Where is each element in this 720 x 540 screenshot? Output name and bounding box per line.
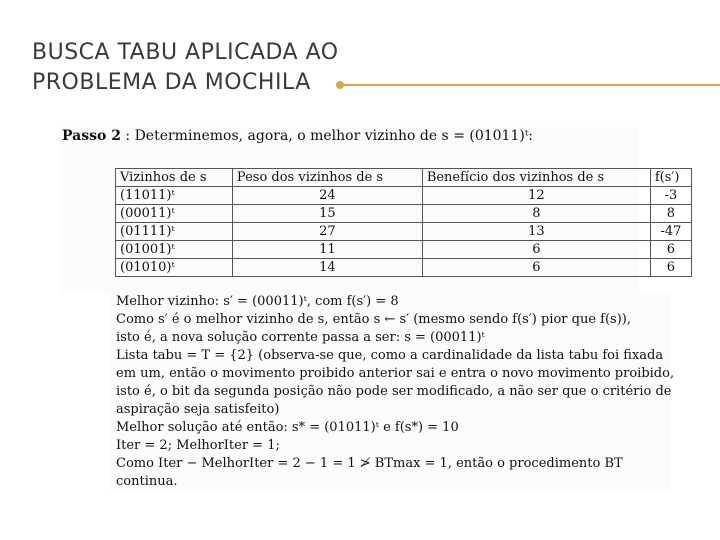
neighbors-table bbox=[115, 168, 692, 277]
text-line: Lista tabu = T = {2} (observa-se que, como a cardinalidade da lista tabu foi fixada bbox=[116, 348, 664, 363]
explanation-image bbox=[110, 292, 675, 492]
passo-text: : Determinemos, agora, o melhor vizinho de s = (01011)ᵗ: bbox=[125, 128, 534, 144]
text-line: Como Iter − MelhorIter = 2 − 1 = 1 ≯ BTmax = 1, então o procedimento BT bbox=[116, 456, 623, 471]
table-header: Peso dos vizinhos de s bbox=[232, 169, 422, 187]
slide-title bbox=[32, 38, 592, 98]
table-cell: -3 bbox=[650, 187, 691, 205]
table-cell: 15 bbox=[232, 205, 422, 223]
table-row bbox=[116, 223, 692, 241]
passo-2-image bbox=[60, 127, 682, 292]
table-cell: 6 bbox=[422, 241, 650, 259]
table-cell: 27 bbox=[232, 223, 422, 241]
passo-label: Passo 2 bbox=[62, 128, 121, 144]
slide-title-line-1: BUSCA TABU APLICADA AO bbox=[32, 40, 339, 65]
title-underline-dot bbox=[336, 81, 344, 89]
text-line: isto é, o bit da segunda posição não pode ser modificado, a não ser que o critério de bbox=[116, 384, 672, 399]
text-line: Melhor solução até então: s* = (01011)ᵗ e f(s*) = 10 bbox=[116, 420, 459, 435]
table-row bbox=[116, 205, 692, 223]
text-line: em um, então o movimento proibido anterior sai e entra o novo movimento proibido, bbox=[116, 366, 675, 381]
text-line: Como s′ é o melhor vizinho de s, então s ← s′ (mesmo sendo f(s′) pior que f(s)), bbox=[116, 312, 631, 327]
table-cell: 11 bbox=[232, 241, 422, 259]
text-line: Iter = 2; MelhorIter = 1; bbox=[116, 438, 280, 453]
table-cell: 6 bbox=[650, 259, 691, 277]
text-line: isto é, a nova solução corrente passa a ser: s = (00011)ᵗ bbox=[116, 330, 485, 345]
table-header: Vizinhos de s bbox=[116, 169, 233, 187]
table-cell: (00011)ᵗ bbox=[116, 205, 233, 223]
passo-heading bbox=[62, 128, 533, 144]
table-cell: (01111)ᵗ bbox=[116, 223, 233, 241]
table-row bbox=[116, 259, 692, 277]
table-cell: (01010)ᵗ bbox=[116, 259, 233, 277]
table-header-row bbox=[116, 169, 692, 187]
table-cell: 8 bbox=[422, 205, 650, 223]
table-header: f(s′) bbox=[650, 169, 691, 187]
table-cell: 6 bbox=[422, 259, 650, 277]
title-underline bbox=[340, 84, 720, 86]
table-cell: 8 bbox=[650, 205, 691, 223]
text-line: continua. bbox=[116, 474, 178, 489]
table-row bbox=[116, 187, 692, 205]
table-cell: 14 bbox=[232, 259, 422, 277]
slide-title-line-2: PROBLEMA DA MOCHILA bbox=[32, 70, 311, 95]
table-cell: (01001)ᵗ bbox=[116, 241, 233, 259]
table-cell: 24 bbox=[232, 187, 422, 205]
table-row bbox=[116, 241, 692, 259]
table-header: Benefício dos vizinhos de s bbox=[422, 169, 650, 187]
table-cell: 6 bbox=[650, 241, 691, 259]
table-cell: -47 bbox=[650, 223, 691, 241]
text-line: aspiração seja satisfeito) bbox=[116, 402, 280, 417]
table-cell: 13 bbox=[422, 223, 650, 241]
table-cell: 12 bbox=[422, 187, 650, 205]
text-line: Melhor vizinho: s′ = (00011)ᵗ, com f(s′) = 8 bbox=[116, 294, 399, 309]
table-cell: (11011)ᵗ bbox=[116, 187, 233, 205]
